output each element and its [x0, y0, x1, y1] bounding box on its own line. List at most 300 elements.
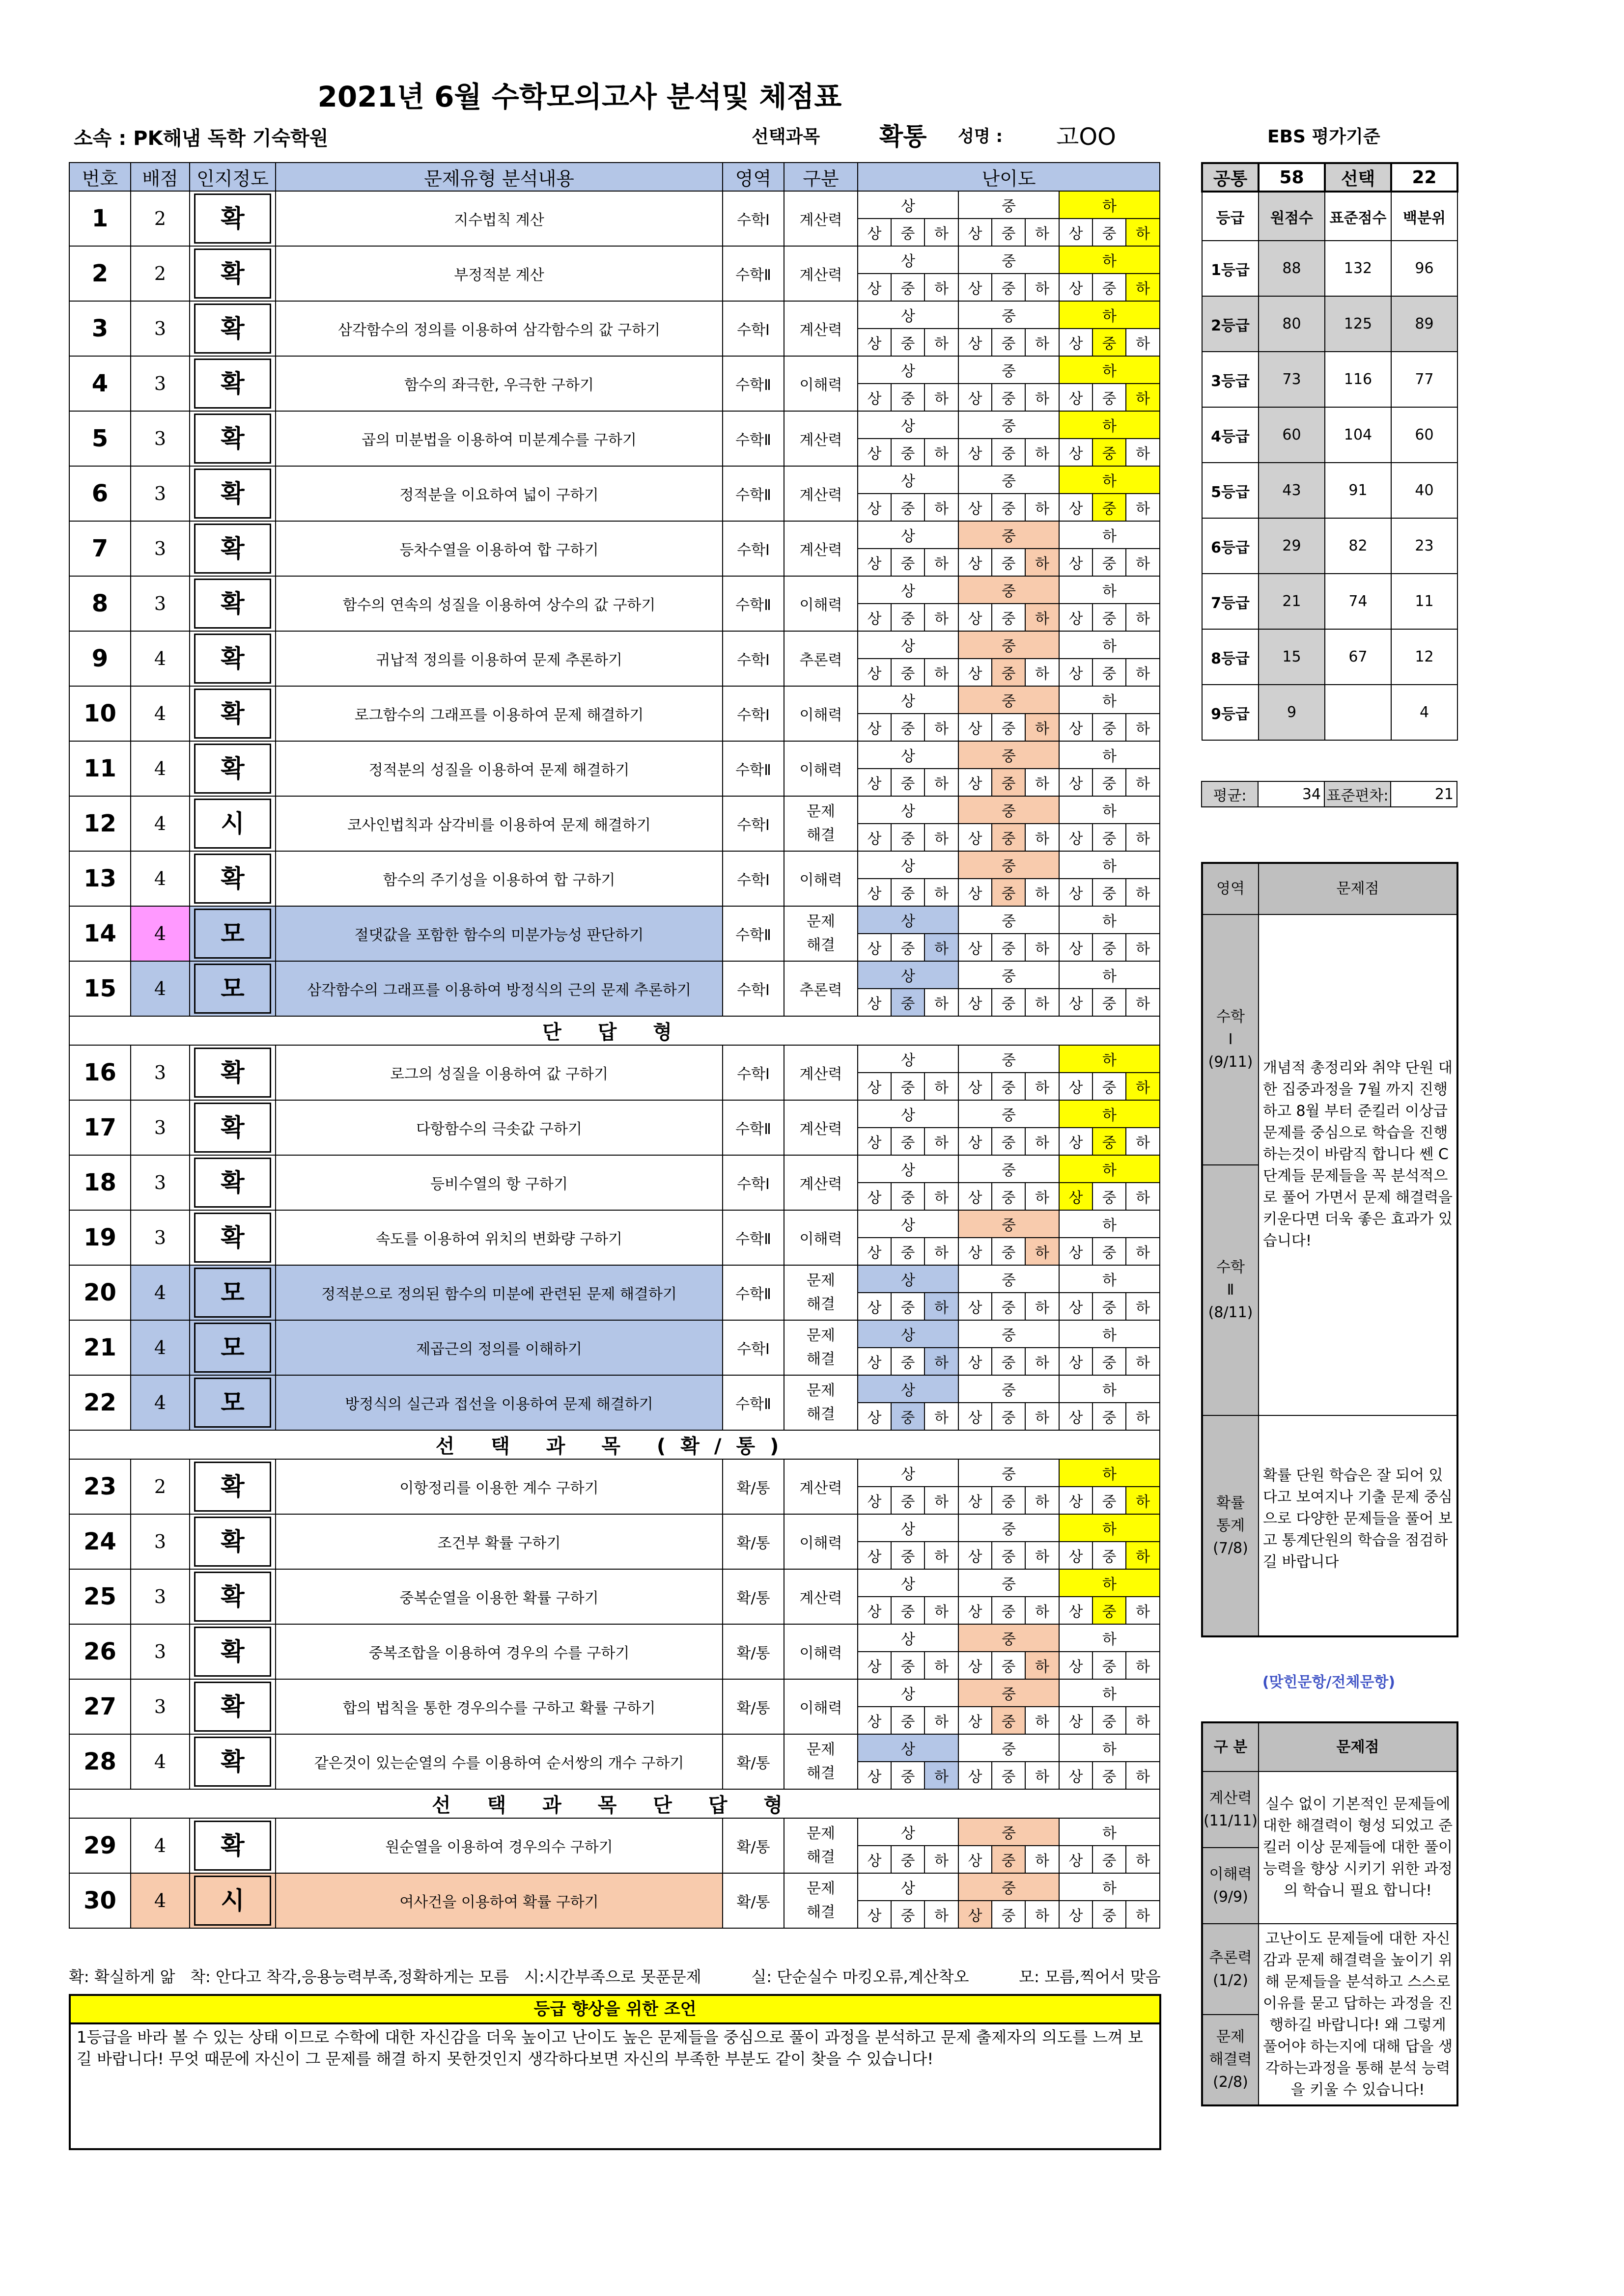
difficulty-sub-0: 상	[858, 384, 891, 411]
difficulty-sub-0: 상	[858, 329, 891, 356]
difficulty-sub-8: 하	[1126, 439, 1160, 466]
difficulty-sub-1: 중	[891, 1597, 924, 1624]
cognition-level	[190, 741, 276, 796]
table-row	[69, 906, 1160, 934]
difficulty-sub-0: 상	[858, 1597, 891, 1624]
difficulty-sub-3: 상	[958, 384, 992, 411]
question-points: 3	[131, 1569, 190, 1624]
difficulty-sub-5: 하	[1025, 1073, 1059, 1100]
difficulty-sub-6: 상	[1059, 219, 1092, 246]
difficulty-top-1: 중	[958, 796, 1059, 824]
question-points: 2	[131, 1459, 190, 1514]
difficulty-sub-4: 중	[992, 1293, 1025, 1320]
grade-row	[1202, 463, 1457, 518]
question-area: 수학Ⅱ	[723, 1265, 784, 1320]
difficulty-sub-5: 하	[1025, 549, 1059, 576]
grade-row	[1202, 685, 1457, 740]
difficulty-sub-8: 하	[1126, 1487, 1160, 1514]
question-type: 문제 해결	[784, 1873, 858, 1928]
difficulty-top-2: 하	[1059, 1045, 1160, 1073]
question-description: 곱의 미분법을 이용하여 미분계수를 구하기	[276, 411, 723, 466]
difficulty-sub-3: 상	[958, 1073, 992, 1100]
question-number: 23	[69, 1459, 131, 1514]
difficulty-sub-1: 중	[891, 384, 924, 411]
question-number: 11	[69, 741, 131, 796]
difficulty-sub-8: 하	[1126, 384, 1160, 411]
table-row	[69, 851, 1160, 879]
difficulty-top-1: 중	[958, 1873, 1059, 1901]
question-number: 16	[69, 1045, 131, 1100]
question-description: 로그의 성질을 이용하여 값 구하기	[276, 1045, 723, 1100]
question-number: 20	[69, 1265, 131, 1320]
cognition-level	[190, 1210, 276, 1265]
difficulty-sub-5: 하	[1025, 1652, 1059, 1679]
question-area: 수학Ⅰ	[723, 796, 784, 851]
difficulty-sub-0: 상	[858, 1846, 891, 1873]
question-description: 귀납적 정의를 이용하여 문제 추론하기	[276, 631, 723, 686]
difficulty-sub-7: 중	[1092, 824, 1126, 851]
difficulty-sub-2: 하	[924, 329, 958, 356]
difficulty-top-1: 중	[958, 906, 1059, 934]
question-description: 로그함수의 그래프를 이용하여 문제 해결하기	[276, 686, 723, 741]
difficulty-sub-1: 중	[891, 1403, 924, 1430]
question-description: 속도를 이용하여 위치의 변화량 구하기	[276, 1210, 723, 1265]
difficulty-sub-2: 하	[924, 1542, 958, 1569]
table-row	[69, 246, 1160, 274]
difficulty-sub-3: 상	[958, 1348, 992, 1375]
difficulty-sub-4: 중	[992, 1542, 1025, 1569]
difficulty-top-1: 중	[958, 466, 1059, 494]
difficulty-sub-4: 중	[992, 989, 1025, 1016]
difficulty-sub-8: 하	[1126, 1762, 1160, 1789]
difficulty-top-1: 중	[958, 1569, 1059, 1597]
cognition-level	[190, 1320, 276, 1375]
difficulty-top-1: 중	[958, 521, 1059, 549]
question-number: 8	[69, 576, 131, 631]
difficulty-sub-3: 상	[958, 769, 992, 796]
cognition-level	[190, 521, 276, 576]
cognition-mark: 확	[194, 194, 271, 244]
difficulty-sub-4: 중	[992, 879, 1025, 906]
difficulty-sub-7: 중	[1092, 1073, 1126, 1100]
difficulty-sub-0: 상	[858, 934, 891, 961]
difficulty-sub-6: 상	[1059, 1293, 1092, 1320]
grade-pct: 60	[1391, 407, 1457, 463]
question-number: 1	[69, 191, 131, 246]
difficulty-sub-3: 상	[958, 659, 992, 686]
difficulty-sub-6: 상	[1059, 1846, 1092, 1873]
difficulty-top-0: 상	[858, 246, 958, 274]
difficulty-sub-0: 상	[858, 439, 891, 466]
difficulty-sub-4: 중	[992, 824, 1025, 851]
col-difficulty: 난이도	[858, 163, 1160, 191]
difficulty-sub-2: 하	[924, 1597, 958, 1624]
affiliation: 소속 : PK해냄 독학 기숙학원	[74, 127, 329, 150]
difficulty-sub-1: 중	[891, 1707, 924, 1734]
difficulty-sub-7: 중	[1092, 219, 1126, 246]
difficulty-sub-3: 상	[958, 1762, 992, 1789]
difficulty-sub-1: 중	[891, 274, 924, 301]
difficulty-sub-2: 하	[924, 934, 958, 961]
difficulty-sub-4: 중	[992, 1846, 1025, 1873]
advice-box	[69, 1994, 1161, 2150]
difficulty-sub-2: 하	[924, 1128, 958, 1155]
question-points: 4	[131, 1818, 190, 1873]
question-points: 2	[131, 246, 190, 301]
difficulty-top-1: 중	[958, 1210, 1059, 1238]
table-row	[69, 301, 1160, 329]
question-points: 4	[131, 631, 190, 686]
question-number: 27	[69, 1679, 131, 1734]
grade-pct: 96	[1391, 241, 1457, 296]
table-row	[69, 961, 1160, 989]
grade-raw: 21	[1259, 574, 1325, 629]
question-number: 12	[69, 796, 131, 851]
cognition-mark: 확	[194, 1821, 271, 1871]
question-number: 24	[69, 1514, 131, 1569]
difficulty-sub-2: 하	[924, 989, 958, 1016]
difficulty-sub-8: 하	[1126, 274, 1160, 301]
question-number: 21	[69, 1320, 131, 1375]
question-points: 4	[131, 1734, 190, 1789]
type-solve: 문제 해결력 (2/8)	[1209, 2028, 1252, 2091]
question-area: 수학Ⅰ	[723, 851, 784, 906]
difficulty-sub-2: 하	[924, 1762, 958, 1789]
table-row	[69, 1320, 1160, 1348]
difficulty-sub-7: 중	[1092, 1183, 1126, 1210]
difficulty-sub-1: 중	[891, 1238, 924, 1265]
common-label: 공통	[1202, 163, 1259, 192]
difficulty-sub-6: 상	[1059, 384, 1092, 411]
difficulty-sub-3: 상	[958, 549, 992, 576]
question-points: 3	[131, 411, 190, 466]
grade-pct: 40	[1391, 463, 1457, 518]
difficulty-sub-3: 상	[958, 1652, 992, 1679]
cognition-level	[190, 1045, 276, 1100]
difficulty-sub-7: 중	[1092, 1293, 1126, 1320]
difficulty-sub-0: 상	[858, 219, 891, 246]
difficulty-sub-6: 상	[1059, 1542, 1092, 1569]
question-area: 수학Ⅰ	[723, 686, 784, 741]
difficulty-sub-3: 상	[958, 1183, 992, 1210]
grade-grade: 5등급	[1202, 463, 1259, 518]
difficulty-sub-5: 하	[1025, 329, 1059, 356]
difficulty-sub-4: 중	[992, 1238, 1025, 1265]
difficulty-sub-3: 상	[958, 1901, 992, 1928]
question-number: 17	[69, 1100, 131, 1155]
grade-std	[1325, 685, 1391, 740]
difficulty-top-0: 상	[858, 356, 958, 384]
grade-pct: 89	[1391, 296, 1457, 352]
grade-raw: 43	[1259, 463, 1325, 518]
difficulty-top-1: 중	[958, 686, 1059, 714]
cognition-level	[190, 411, 276, 466]
difficulty-sub-5: 하	[1025, 439, 1059, 466]
table-row	[69, 356, 1160, 384]
cognition-level	[190, 1459, 276, 1514]
question-number: 7	[69, 521, 131, 576]
ebs-label: EBS 평가기준	[1267, 127, 1380, 147]
difficulty-top-1: 중	[958, 411, 1059, 439]
question-description: 함수의 좌극한, 우극한 구하기	[276, 356, 723, 411]
question-number: 13	[69, 851, 131, 906]
difficulty-sub-8: 하	[1126, 879, 1160, 906]
math-comment: 개념적 총정리와 취약 단원 대한 집중과정을 7월 까지 진행하고 8월 부터 준킬러 이상급 문제를 중심으로 학습을 진행 하는것이 바람직 합니다 쎈 C단계들 문제들을 꼭 분석적으로 풀어 가면서 문제 해결력을 키운다면 더욱 좋은 효과가 있습니다!	[1259, 914, 1457, 1415]
difficulty-sub-1: 중	[891, 1542, 924, 1569]
cognition-level	[190, 686, 276, 741]
question-type: 이해력	[784, 851, 858, 906]
difficulty-top-2: 하	[1059, 301, 1160, 329]
difficulty-sub-6: 상	[1059, 1487, 1092, 1514]
difficulty-top-1: 중	[958, 1679, 1059, 1707]
cognition-level	[190, 1679, 276, 1734]
difficulty-sub-7: 중	[1092, 1348, 1126, 1375]
question-type: 이해력	[784, 741, 858, 796]
difficulty-sub-5: 하	[1025, 1901, 1059, 1928]
table-row	[69, 191, 1160, 219]
difficulty-sub-0: 상	[858, 1403, 891, 1430]
col-cognition: 인지정도	[190, 163, 276, 191]
difficulty-sub-8: 하	[1126, 1901, 1160, 1928]
difficulty-top-1: 중	[958, 1100, 1059, 1128]
question-area: 수학Ⅰ	[723, 1045, 784, 1100]
question-points: 4	[131, 906, 190, 961]
elective-value: 확통	[879, 122, 927, 151]
difficulty-sub-1: 중	[891, 989, 924, 1016]
cognition-level	[190, 246, 276, 301]
ebs-head-raw: 원점수	[1259, 192, 1325, 241]
col-no: 번호	[69, 163, 131, 191]
grade-row	[1202, 574, 1457, 629]
grade-std: 67	[1325, 629, 1391, 685]
difficulty-top-0: 상	[858, 1679, 958, 1707]
ebs-head-std: 표준점수	[1325, 192, 1391, 241]
question-area: 수학Ⅱ	[723, 246, 784, 301]
grade-row	[1202, 296, 1457, 352]
grade-std: 104	[1325, 407, 1391, 463]
calc-comment: 실수 없이 기본적인 문제들에 대한 해결력이 형성 되었고 준킬러 이상 문제들에 대한 풀이 능력을 향상 시키기 위한 과정의 학습니 필요 합니다!	[1259, 1771, 1457, 1924]
grade-pct: 11	[1391, 574, 1457, 629]
difficulty-top-2: 하	[1059, 1569, 1160, 1597]
difficulty-sub-2: 하	[924, 1901, 958, 1928]
difficulty-sub-1: 중	[891, 549, 924, 576]
difficulty-top-2: 하	[1059, 1873, 1160, 1901]
difficulty-sub-7: 중	[1092, 1846, 1126, 1873]
difficulty-top-0: 상	[858, 1514, 958, 1542]
grade-grade: 8등급	[1202, 629, 1259, 685]
question-type: 문제 해결	[784, 1320, 858, 1375]
question-area: 확/통	[723, 1514, 784, 1569]
question-points: 4	[131, 961, 190, 1016]
cognition-mark: 확	[194, 1158, 271, 1208]
cognition-mark: 확	[194, 304, 271, 354]
difficulty-top-1: 중	[958, 851, 1059, 879]
question-type: 문제 해결	[784, 1734, 858, 1789]
difficulty-sub-2: 하	[924, 1238, 958, 1265]
difficulty-sub-8: 하	[1126, 1846, 1160, 1873]
difficulty-sub-5: 하	[1025, 604, 1059, 631]
question-type: 계산력	[784, 246, 858, 301]
cognition-mark: 확	[194, 1103, 271, 1153]
difficulty-top-2: 하	[1059, 1459, 1160, 1487]
question-area: 수학Ⅰ	[723, 961, 784, 1016]
difficulty-sub-2: 하	[924, 1487, 958, 1514]
difficulty-sub-2: 하	[924, 274, 958, 301]
question-points: 4	[131, 1265, 190, 1320]
common-score: 58	[1259, 163, 1325, 192]
grade-grade: 2등급	[1202, 296, 1259, 352]
question-area: 수학Ⅱ	[723, 356, 784, 411]
difficulty-sub-6: 상	[1059, 1652, 1092, 1679]
difficulty-top-1: 중	[958, 741, 1059, 769]
difficulty-sub-5: 하	[1025, 1293, 1059, 1320]
difficulty-sub-8: 하	[1126, 769, 1160, 796]
difficulty-sub-3: 상	[958, 329, 992, 356]
question-type: 문제 해결	[784, 1818, 858, 1873]
difficulty-sub-4: 중	[992, 549, 1025, 576]
difficulty-top-0: 상	[858, 1210, 958, 1238]
question-points: 3	[131, 1679, 190, 1734]
cognition-mark: 모	[194, 909, 271, 959]
difficulty-sub-8: 하	[1126, 1597, 1160, 1624]
difficulty-sub-3: 상	[958, 714, 992, 741]
difficulty-sub-1: 중	[891, 1901, 924, 1928]
difficulty-top-0: 상	[858, 1459, 958, 1487]
col-description: 문제유형 분석내용	[276, 163, 723, 191]
area-head: 영역	[1202, 863, 1259, 914]
difficulty-sub-0: 상	[858, 1707, 891, 1734]
prob-comment: 확률 단원 학습은 잘 되어 있다고 보여지나 기출 문제 중심으로 다양한 문제들을 풀어 보고 통계단원의 학습을 점검하길 바랍니다	[1259, 1415, 1457, 1636]
question-type: 이해력	[784, 1679, 858, 1734]
sd-value: 21	[1391, 781, 1457, 807]
difficulty-top-0: 상	[858, 1320, 958, 1348]
difficulty-sub-3: 상	[958, 274, 992, 301]
question-description: 이항정리를 이용한 계수 구하기	[276, 1459, 723, 1514]
question-description: 절댓값을 포함한 함수의 미분가능성 판단하기	[276, 906, 723, 961]
difficulty-top-0: 상	[858, 1265, 958, 1293]
cognition-mark: 확	[194, 1517, 271, 1567]
question-area: 수학Ⅰ	[723, 631, 784, 686]
table-row	[69, 1514, 1160, 1542]
difficulty-sub-8: 하	[1126, 1707, 1160, 1734]
question-points: 4	[131, 1320, 190, 1375]
difficulty-top-2: 하	[1059, 246, 1160, 274]
question-number: 9	[69, 631, 131, 686]
question-area: 수학Ⅱ	[723, 906, 784, 961]
grade-pct: 23	[1391, 518, 1457, 574]
cognition-level	[190, 631, 276, 686]
cognition-mark: 시	[194, 1876, 271, 1926]
difficulty-sub-3: 상	[958, 439, 992, 466]
difficulty-sub-6: 상	[1059, 604, 1092, 631]
type-calc: 계산력 (11/11)	[1204, 1789, 1258, 1829]
table-row	[69, 1155, 1160, 1183]
question-points: 3	[131, 356, 190, 411]
difficulty-top-0: 상	[858, 1045, 958, 1073]
cognition-level	[190, 1155, 276, 1210]
question-points: 3	[131, 301, 190, 356]
cognition-mark: 확	[194, 469, 271, 519]
difficulty-top-1: 중	[958, 1734, 1059, 1762]
table-row	[69, 521, 1160, 549]
elective-score: 22	[1391, 163, 1457, 192]
difficulty-sub-6: 상	[1059, 879, 1092, 906]
difficulty-sub-4: 중	[992, 219, 1025, 246]
difficulty-top-0: 상	[858, 191, 958, 219]
cognition-mark: 확	[194, 249, 271, 299]
difficulty-sub-6: 상	[1059, 1238, 1092, 1265]
difficulty-sub-2: 하	[924, 659, 958, 686]
difficulty-sub-2: 하	[924, 824, 958, 851]
grade-std: 132	[1325, 241, 1391, 296]
question-description: 조건부 확률 구하기	[276, 1514, 723, 1569]
difficulty-sub-7: 중	[1092, 1762, 1126, 1789]
grade-grade: 1등급	[1202, 241, 1259, 296]
difficulty-sub-0: 상	[858, 1901, 891, 1928]
difficulty-sub-4: 중	[992, 1487, 1025, 1514]
difficulty-top-2: 하	[1059, 906, 1160, 934]
table-row	[69, 576, 1160, 604]
difficulty-sub-2: 하	[924, 549, 958, 576]
type-head: 구 분	[1202, 1722, 1259, 1771]
table-row	[69, 1873, 1160, 1901]
difficulty-top-2: 하	[1059, 1818, 1160, 1846]
grade-raw: 88	[1259, 241, 1325, 296]
difficulty-top-1: 중	[958, 1375, 1059, 1403]
question-type: 이해력	[784, 686, 858, 741]
difficulty-top-2: 하	[1059, 1375, 1160, 1403]
difficulty-sub-3: 상	[958, 1238, 992, 1265]
difficulty-sub-4: 중	[992, 1762, 1025, 1789]
cognition-mark: 확	[194, 744, 271, 794]
difficulty-sub-5: 하	[1025, 1403, 1059, 1430]
difficulty-sub-7: 중	[1092, 879, 1126, 906]
difficulty-sub-5: 하	[1025, 769, 1059, 796]
cognition-mark: 확	[194, 359, 271, 409]
difficulty-top-0: 상	[858, 1818, 958, 1846]
difficulty-sub-0: 상	[858, 604, 891, 631]
difficulty-top-2: 하	[1059, 796, 1160, 824]
section-header: 선 택 과 목 (확/통)	[69, 1430, 1160, 1459]
question-type: 계산력	[784, 1569, 858, 1624]
difficulty-sub-4: 중	[992, 1128, 1025, 1155]
difficulty-sub-6: 상	[1059, 1348, 1092, 1375]
difficulty-sub-6: 상	[1059, 659, 1092, 686]
question-area: 수학Ⅰ	[723, 1320, 784, 1375]
difficulty-sub-3: 상	[958, 1846, 992, 1873]
question-type: 계산력	[784, 521, 858, 576]
grade-grade: 6등급	[1202, 518, 1259, 574]
question-description: 방정식의 실근과 접선을 이용하여 문제 해결하기	[276, 1375, 723, 1430]
cognition-mark: 확	[194, 414, 271, 464]
question-area: 확/통	[723, 1569, 784, 1624]
difficulty-sub-2: 하	[924, 384, 958, 411]
question-area: 수학Ⅰ	[723, 191, 784, 246]
question-points: 3	[131, 1045, 190, 1100]
question-number: 30	[69, 1873, 131, 1928]
difficulty-sub-4: 중	[992, 1073, 1025, 1100]
question-description: 합의 법칙을 통한 경우의수를 구하고 확률 구하기	[276, 1679, 723, 1734]
legend-b: 착: 안다고 착각,응용능력부족,정확하게는 모름	[190, 1967, 509, 1986]
cognition-mark: 확	[194, 1048, 271, 1098]
difficulty-top-2: 하	[1059, 1624, 1160, 1652]
question-area: 수학Ⅱ	[723, 576, 784, 631]
question-type: 추론력	[784, 631, 858, 686]
elective-label: 선택과목	[752, 127, 820, 147]
difficulty-sub-1: 중	[891, 714, 924, 741]
difficulty-sub-3: 상	[958, 989, 992, 1016]
grade-raw: 29	[1259, 518, 1325, 574]
